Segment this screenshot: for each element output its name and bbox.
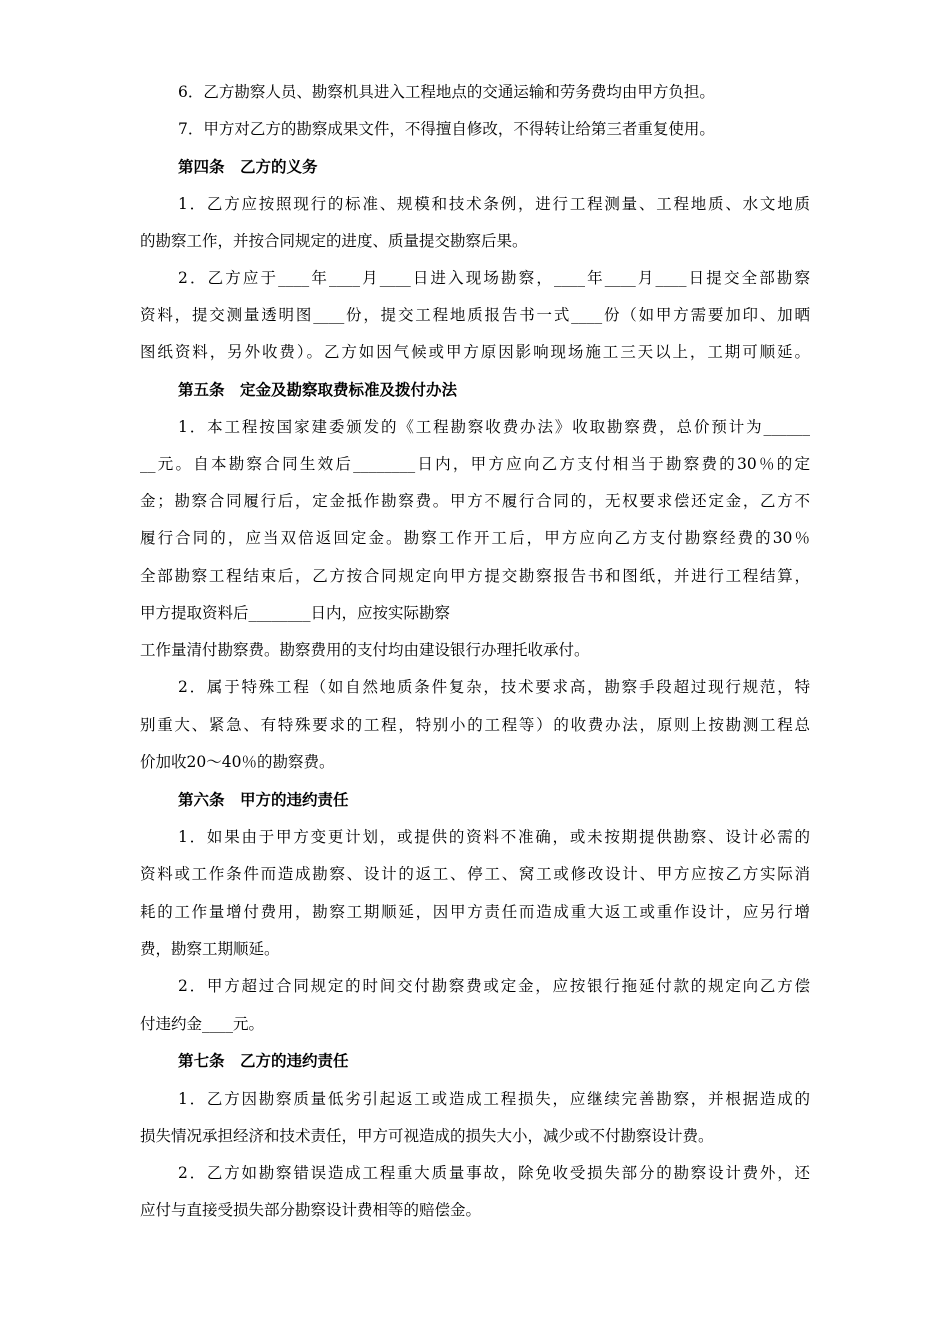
article-4-item-2-line-3: 图纸资料，另外收费）。乙方如因气候或甲方原因影响现场施工三天以上，工期可顺延。 xyxy=(140,343,810,361)
article-6-item-1-line-3: 耗的工作量增付费用，勘察工期顺延，因甲方责任而造成重大返工或重作设计，应另行增 xyxy=(140,903,810,921)
article-6-item-2-line-2: 付违约金____元。 xyxy=(140,1015,265,1033)
section-heading-article-4: 第四条 乙方的义务 xyxy=(178,158,318,176)
article-5-item-1-line-4: 履行合同的，应当双倍返回定金。勘察工作开工后，甲方应向乙方支付勘察经费的30％ xyxy=(140,529,810,547)
section-heading-article-6: 第六条 甲方的违约责任 xyxy=(178,791,349,809)
clause-3-item-6: 6．乙方勘察人员、勘察机具进入工程地点的交通运输和劳务费均由甲方负担。 xyxy=(178,83,715,101)
article-5-item-2-line-3: 价加收20～40％的勘察费。 xyxy=(140,753,335,771)
article-5-item-1-line-3: 金；勘察合同履行后，定金抵作勘察费。甲方不履行合同的，无权要求偿还定金，乙方不 xyxy=(140,492,810,510)
article-6-item-2-line-1: 2．甲方超过合同规定的时间交付勘察费或定金，应按银行拖延付款的规定向乙方偿 xyxy=(178,977,810,995)
clause-3-item-7: 7．甲方对乙方的勘察成果文件，不得擅自修改，不得转让给第三者重复使用。 xyxy=(178,120,715,138)
article-4-item-1-line-2: 的勘察工作，并按合同规定的进度、质量提交勘察后果。 xyxy=(140,232,528,250)
article-4-item-2-line-2: 资料，提交测量透明图____份，提交工程地质报告书一式____份（如甲方需要加印、加晒 xyxy=(140,306,810,324)
article-4-item-1-line-1: 1．乙方应按照现行的标准、规模和技术条例，进行工程测量、工程地质、水文地质 xyxy=(178,195,810,213)
article-4-item-2-line-1: 2．乙方应于____年____月____日进入现场勘察，____年____月____日提交全部勘察 xyxy=(178,269,810,287)
article-5-item-2-line-2: 别重大、紧急、有特殊要求的工程，特别小的工程等）的收费办法，原则上按勘测工程总 xyxy=(140,716,810,734)
article-7-item-1-line-1: 1．乙方因勘察质量低劣引起返工或造成工程损失，应继续完善勘察，并根据造成的 xyxy=(178,1090,810,1108)
article-7-item-2-line-1: 2．乙方如勘察错误造成工程重大质量事故，除免收受损失部分的勘察设计费外，还 xyxy=(178,1164,810,1182)
article-6-item-1-line-4: 费，勘察工期顺延。 xyxy=(140,940,280,958)
section-heading-article-5: 第五条 定金及勘察取费标准及拨付办法 xyxy=(178,381,458,399)
article-5-item-1-line-1: 1．本工程按国家建委颁发的《工程勘察收费办法》收取勘察费，总价预计为______ xyxy=(178,418,810,436)
article-5-item-1-line-2: __元。自本勘察合同生效后________日内，甲方应向乙方支付相当于勘察费的30％的定 xyxy=(140,455,810,473)
article-6-item-1-line-1: 1．如果由于甲方变更计划，或提供的资料不准确，或未按期提供勘察、设计必需的 xyxy=(178,828,810,846)
article-5-item-1-line-5: 全部勘察工程结束后，乙方按合同规定向甲方提交勘察报告书和图纸，并进行工程结算， xyxy=(140,567,810,585)
article-6-item-1-line-2: 资料或工作条件而造成勘察、设计的返工、停工、窝工或修改设计、甲方应按乙方实际消 xyxy=(140,865,810,883)
article-7-item-2-line-2: 应付与直接受损失部分勘察设计费相等的赔偿金。 xyxy=(140,1201,482,1219)
section-heading-article-7: 第七条 乙方的违约责任 xyxy=(178,1052,349,1070)
article-5-item-2-line-1: 2．属于特殊工程（如自然地质条件复杂，技术要求高，勘察手段超过现行规范，特 xyxy=(178,678,810,696)
article-5-item-1-line-7: 工作量清付勘察费。勘察费用的支付均由建设银行办理托收承付。 xyxy=(140,641,590,659)
article-7-item-1-line-2: 损失情况承担经济和技术责任，甲方可视造成的损失大小，减少或不付勘察设计费。 xyxy=(140,1127,714,1145)
article-5-item-1-line-6: 甲方提取资料后________日内，应按实际勘察 xyxy=(140,604,451,622)
